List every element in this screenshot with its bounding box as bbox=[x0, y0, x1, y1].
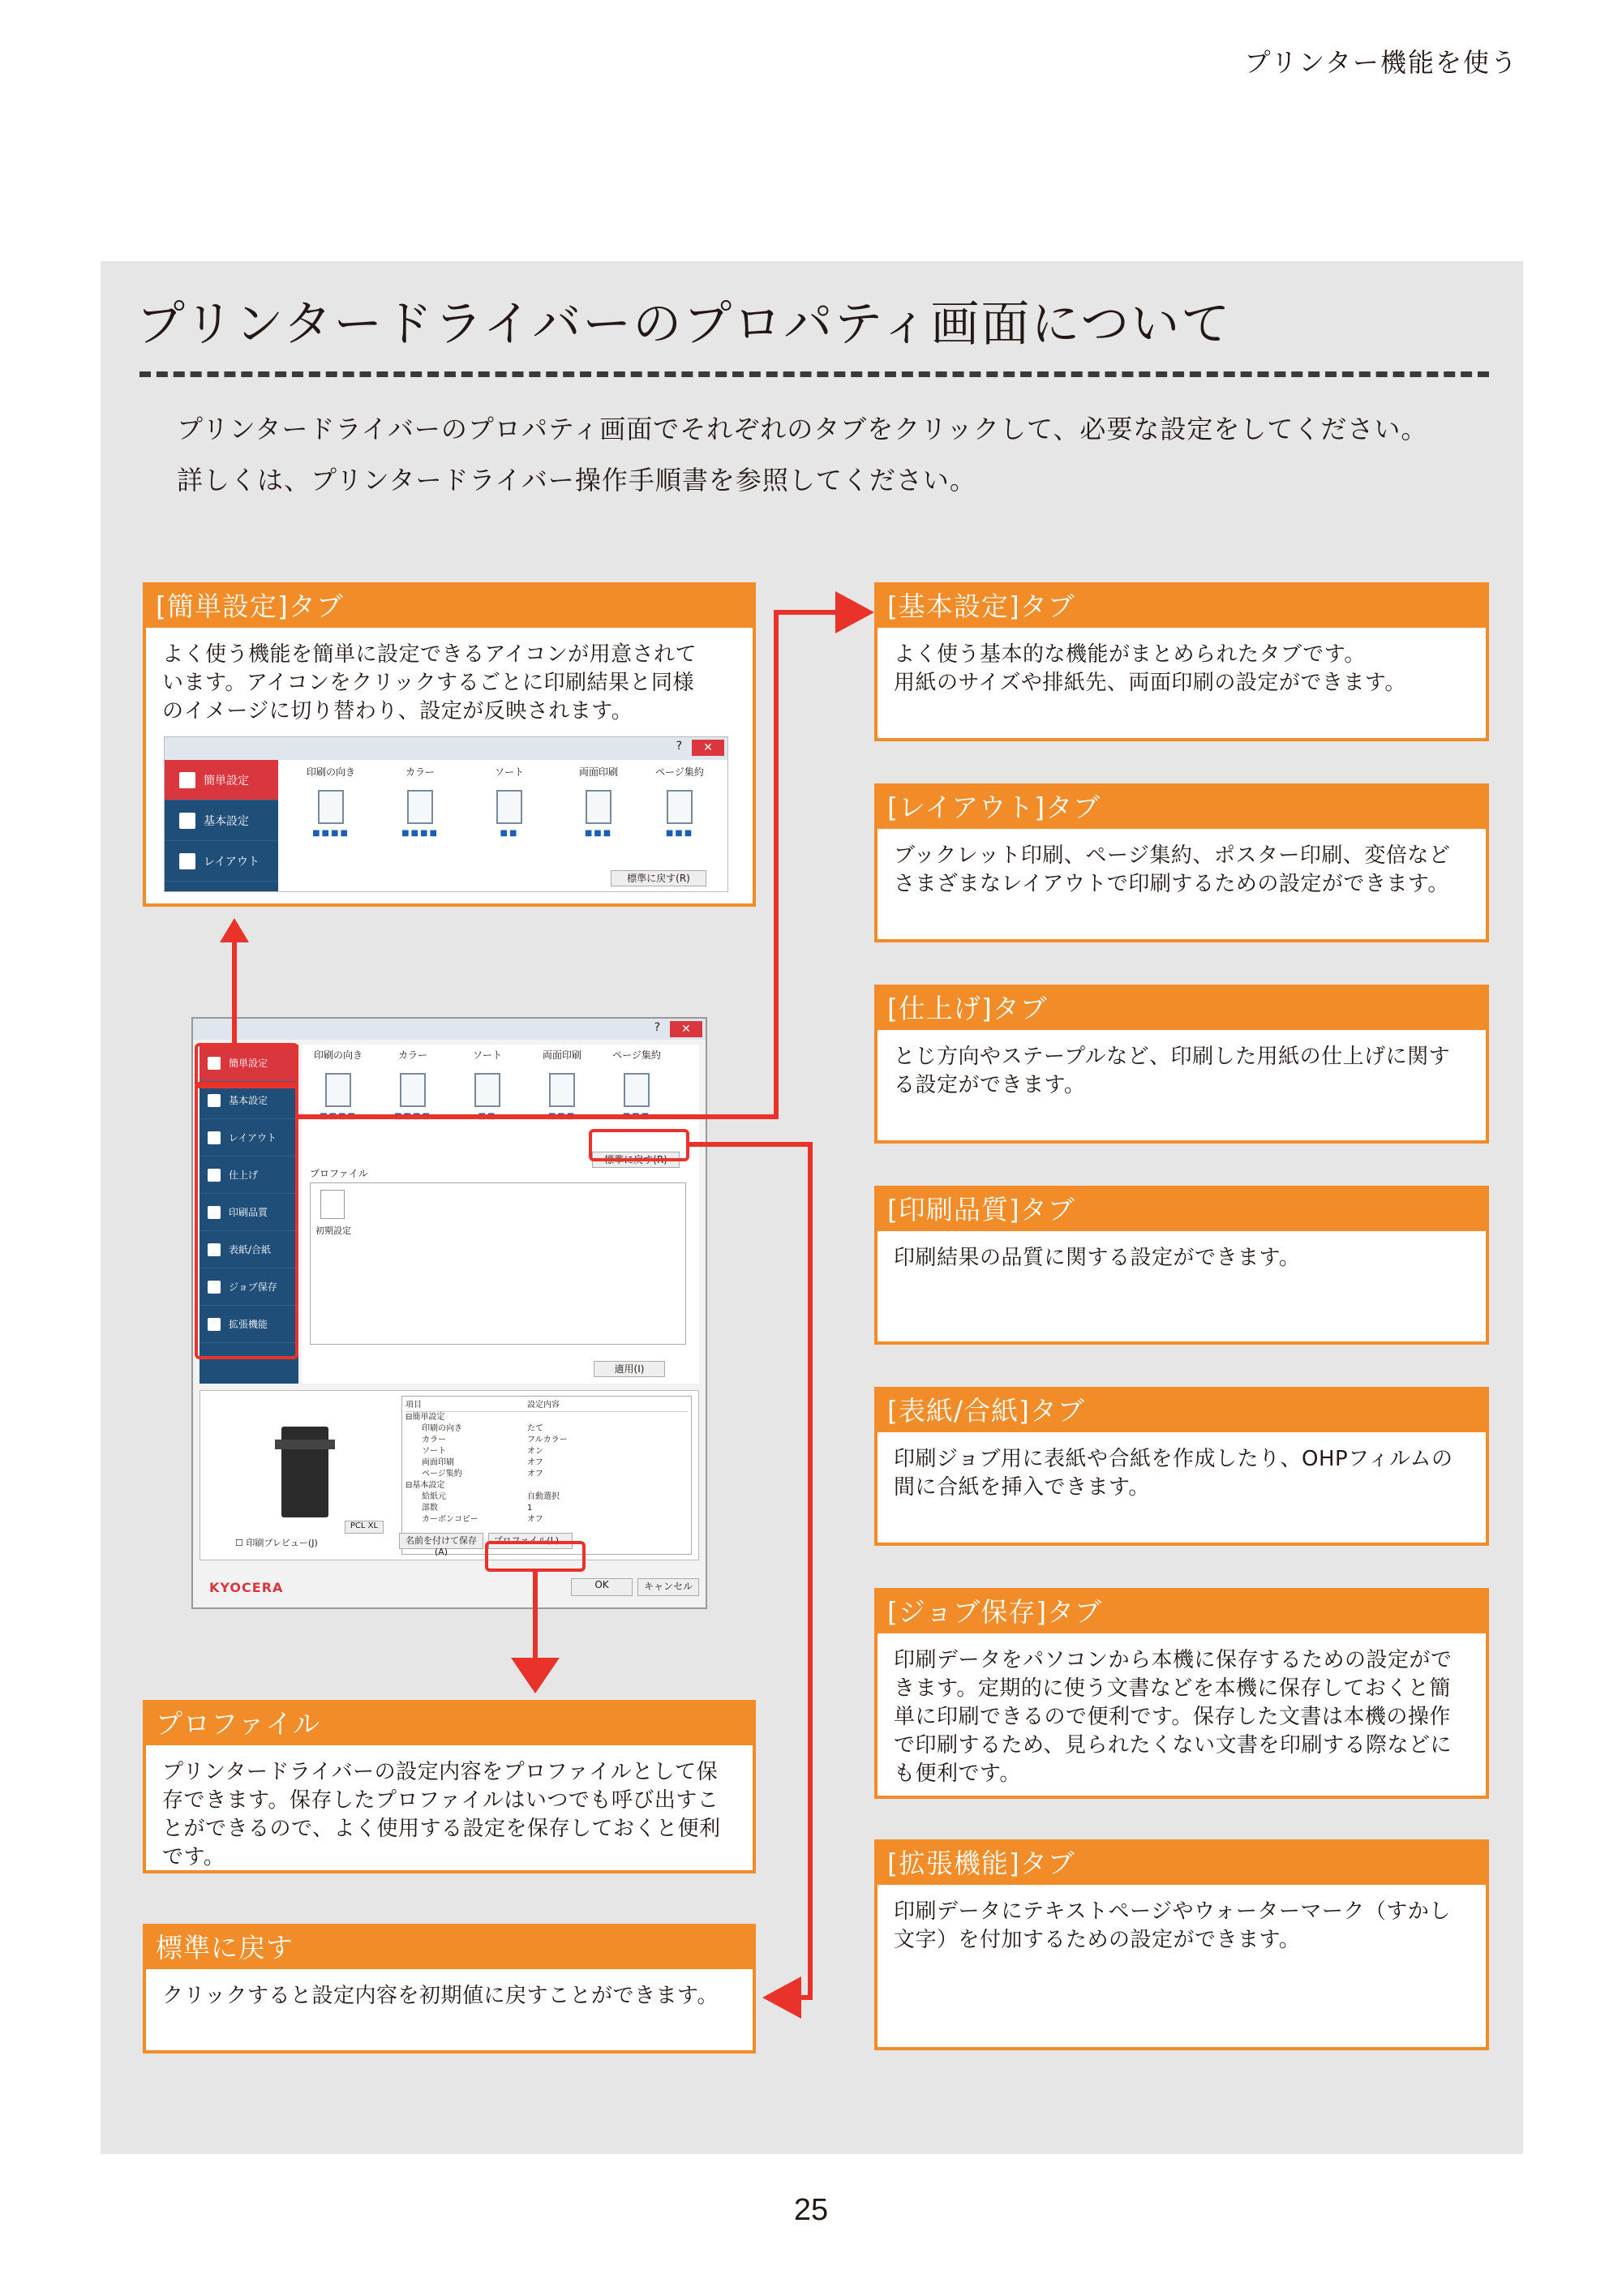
box-line: 存できます。保存したプロファイルはいつでも呼び出すこ bbox=[162, 1788, 719, 1813]
box-line: 文字）を付加するための設定ができます。 bbox=[894, 1928, 1301, 1952]
option-color[interactable]: カラー bbox=[376, 1048, 449, 1121]
tab-sidebar bbox=[165, 760, 278, 891]
other-tabs-highlight bbox=[195, 1082, 298, 1359]
list-item[interactable]: ページ集約 オフ bbox=[422, 1470, 543, 1478]
connector-line bbox=[774, 610, 839, 615]
reset-box bbox=[143, 1924, 756, 2054]
close-icon[interactable]: ✕ bbox=[692, 740, 724, 756]
box-line: る設定ができます。 bbox=[894, 1073, 1086, 1097]
box-heading: [基本設定]タブ bbox=[878, 586, 1486, 628]
preview-checkbox[interactable]: ☐ 印刷プレビュー(J) bbox=[235, 1538, 318, 1548]
list-item[interactable]: ⊟基本設定 bbox=[406, 1481, 445, 1490]
tab-content bbox=[302, 1045, 699, 1384]
box-body bbox=[878, 829, 1486, 899]
box-heading: [表紙/合紙]タブ bbox=[878, 1390, 1486, 1432]
box-heading: [ジョブ保存]タブ bbox=[878, 1591, 1486, 1633]
list-header: 項目 設定内容 bbox=[406, 1400, 688, 1412]
box-line: 単に印刷できるので便利です。保存した文書は本機の操作 bbox=[894, 1705, 1451, 1729]
reset-button[interactable]: 標準に戻す(R) bbox=[611, 870, 706, 886]
page-title: プリンタードライバーのプロパティ画面について bbox=[136, 296, 1232, 353]
list-item[interactable]: カラー フルカラー bbox=[422, 1436, 568, 1444]
orientation-icon bbox=[318, 790, 344, 824]
apply-button[interactable]: 適用(I) bbox=[594, 1361, 665, 1377]
ok-button[interactable]: OK bbox=[571, 1578, 633, 1596]
pcl-badge: PCL XL bbox=[345, 1521, 384, 1534]
box-body bbox=[146, 1745, 753, 1872]
help-icon[interactable]: ? bbox=[654, 1021, 660, 1034]
box-heading: [印刷品質]タブ bbox=[878, 1189, 1486, 1231]
tab-finishing[interactable]: 仕上げ bbox=[200, 1157, 298, 1194]
box-line: で印刷するため、見られたくない文書を印刷する際などに bbox=[894, 1733, 1452, 1757]
list-item[interactable]: 部数 1 bbox=[422, 1504, 533, 1513]
simple-tab-screenshot bbox=[164, 736, 728, 892]
box-line: とができるので、よく使用する設定を保存しておくと便利 bbox=[162, 1817, 721, 1841]
tab-description-box bbox=[874, 1186, 1489, 1345]
cancel-button[interactable]: キャンセル bbox=[637, 1578, 699, 1596]
profile-list[interactable] bbox=[310, 1182, 686, 1345]
nup-icon bbox=[667, 790, 693, 824]
nup-icon bbox=[624, 1073, 650, 1107]
option-sort[interactable]: ソート ■■ bbox=[494, 766, 524, 838]
tab-description-box bbox=[874, 1588, 1489, 1799]
box-line: 間に合紙を挿入できます。 bbox=[894, 1475, 1150, 1500]
reset-highlight bbox=[589, 1129, 689, 1161]
connector-line bbox=[800, 1995, 813, 2000]
box-body bbox=[878, 1432, 1486, 1502]
kyocera-logo: KYOCERA bbox=[209, 1580, 284, 1595]
box-line: とじ方向やステープルなど、印刷した用紙の仕上げに関す bbox=[894, 1045, 1451, 1069]
tab-job-storage[interactable]: ジョブ保存 bbox=[200, 1268, 298, 1306]
printer-image bbox=[281, 1427, 328, 1517]
tab-simple[interactable]: 簡単設定 bbox=[200, 1045, 298, 1082]
box-body bbox=[878, 1231, 1486, 1272]
tab-layout[interactable]: レイアウト bbox=[165, 841, 278, 882]
box-heading: [レイアウト]タブ bbox=[878, 787, 1486, 829]
duplex-icon bbox=[549, 1073, 575, 1107]
connector-line bbox=[533, 1570, 538, 1661]
connector-line bbox=[808, 1142, 813, 2000]
connector-line bbox=[688, 1142, 813, 1147]
box-heading: プロファイル bbox=[146, 1703, 753, 1745]
box-line: プリンタードライバーの設定内容をプロファイルとして保 bbox=[162, 1760, 719, 1784]
section-header: プリンター機能を使う bbox=[1244, 47, 1518, 78]
list-item[interactable]: ソート オン bbox=[422, 1447, 543, 1456]
profile-button[interactable]: プロファイル(L)... bbox=[488, 1533, 573, 1549]
box-line: さまざまなレイアウトで印刷するための設定ができます。 bbox=[894, 872, 1449, 896]
option-orientation[interactable]: 印刷の向き ■■■■ bbox=[306, 766, 355, 838]
box-line: も便利です。 bbox=[894, 1762, 1021, 1786]
color-icon bbox=[407, 790, 433, 824]
help-icon[interactable]: ? bbox=[676, 740, 682, 753]
settings-list[interactable] bbox=[401, 1396, 692, 1555]
box-line: のイメージに切り替わり、設定が反映されます。 bbox=[162, 699, 633, 723]
tab-description-box bbox=[874, 783, 1489, 942]
profile-box bbox=[143, 1700, 756, 1873]
grid-icon bbox=[179, 853, 195, 869]
dialog-footer bbox=[200, 1535, 699, 1604]
box-heading: [拡張機能]タブ bbox=[878, 1843, 1486, 1885]
title-divider bbox=[139, 371, 1489, 377]
box-heading: [仕上げ]タブ bbox=[878, 988, 1486, 1030]
list-item[interactable]: 印刷の向き たて bbox=[422, 1424, 543, 1433]
title-bar bbox=[165, 737, 727, 760]
box-line: 印刷ジョブ用に表紙や合紙を作成したり、OHPフィルムの bbox=[894, 1447, 1453, 1471]
timer-icon bbox=[179, 772, 195, 788]
tab-basic[interactable]: 基本設定 bbox=[200, 1082, 298, 1119]
tab-quality[interactable]: 印刷品質 bbox=[200, 1194, 298, 1231]
option-duplex[interactable]: 両面印刷 bbox=[526, 1048, 599, 1121]
intro-line: 詳しくは、プリンタードライバー操作手順書を参照してください。 bbox=[177, 465, 976, 496]
tab-description-box bbox=[874, 582, 1489, 741]
box-line: ブックレット印刷、ページ集約、ポスター印刷、変倍など bbox=[894, 843, 1451, 868]
orientation-icon bbox=[325, 1073, 351, 1107]
list-item[interactable]: 給紙元 自動選択 bbox=[422, 1492, 560, 1501]
box-line: 印刷結果の品質に関する設定ができます。 bbox=[894, 1246, 1301, 1270]
arrow-right-icon bbox=[835, 591, 874, 633]
tab-layout[interactable]: レイアウト bbox=[200, 1119, 298, 1157]
box-line: 印刷データをパソコンから本機に保存するための設定がで bbox=[894, 1648, 1453, 1672]
color-icon bbox=[400, 1073, 426, 1107]
profile-document-icon bbox=[320, 1190, 345, 1219]
box-body bbox=[878, 1030, 1486, 1100]
duplex-icon bbox=[586, 790, 611, 824]
connector-line bbox=[297, 1114, 777, 1119]
box-line: います。アイコンをクリックするごとに印刷結果と同様 bbox=[162, 671, 695, 695]
box-line: よく使う基本的な機能がまとめられたタブです。 bbox=[894, 642, 1366, 667]
page-number: 25 bbox=[793, 2193, 829, 2227]
list-item[interactable]: ⊟簡単設定 bbox=[406, 1413, 445, 1422]
box-body bbox=[878, 628, 1486, 697]
list-item[interactable]: 両面印刷 オフ bbox=[422, 1458, 543, 1467]
tab-description-box bbox=[874, 1839, 1489, 2050]
box-body bbox=[146, 628, 753, 726]
arrow-down-icon bbox=[511, 1658, 560, 1693]
box-line: クリックすると設定内容を初期値に戻すことができます。 bbox=[162, 1984, 719, 2008]
tab-advanced[interactable]: 拡張機能 bbox=[200, 1306, 298, 1343]
arrow-up-icon bbox=[220, 918, 249, 942]
save-as-button[interactable]: 名前を付けて保存(A) bbox=[399, 1533, 483, 1549]
box-body bbox=[878, 1885, 1486, 1955]
intro-line: プリンタードライバーのプロパティ画面でそれぞれのタブをクリックして、必要な設定をしてください。 bbox=[177, 414, 1428, 444]
option-orientation[interactable]: 印刷の向き bbox=[302, 1048, 375, 1121]
connector-line bbox=[774, 613, 779, 1119]
box-heading: [簡単設定]タブ bbox=[146, 586, 753, 628]
box-heading: 標準に戻す bbox=[146, 1927, 753, 1969]
profile-item[interactable]: 初期設定 bbox=[315, 1225, 351, 1236]
intro-text bbox=[177, 404, 1427, 506]
box-line: 印刷データにテキストページやウォーターマーク（すかし bbox=[894, 1899, 1451, 1924]
box-body bbox=[146, 1969, 753, 2011]
arrow-left-icon bbox=[762, 1976, 801, 2019]
reset-button[interactable]: 標準に戻す(R) bbox=[592, 1152, 680, 1168]
box-line: 用紙のサイズや排紙先、両面印刷の設定ができます。 bbox=[894, 671, 1406, 695]
profile-button-highlight bbox=[485, 1541, 586, 1572]
tab-description-box bbox=[874, 985, 1489, 1144]
box-line: です。 bbox=[162, 1845, 225, 1869]
tab-description-box bbox=[874, 1387, 1489, 1546]
option-nup[interactable]: ページ集約 bbox=[600, 1048, 673, 1121]
list-item[interactable]: カーボンコピー オフ bbox=[422, 1515, 543, 1524]
option-sort[interactable]: ソート bbox=[451, 1048, 524, 1121]
sort-icon bbox=[496, 790, 522, 824]
sort-icon bbox=[474, 1073, 500, 1107]
close-icon[interactable]: ✕ bbox=[670, 1021, 702, 1037]
box-line: よく使う機能を簡単に設定できるアイコンが用意されて bbox=[162, 642, 697, 667]
tab-basic[interactable]: 基本設定 bbox=[165, 800, 278, 841]
option-color[interactable]: カラー ■■■■ bbox=[401, 766, 439, 838]
title-bar bbox=[193, 1019, 706, 1040]
tab-cover[interactable]: 表紙/合紙 bbox=[200, 1231, 298, 1268]
tab-simple[interactable]: 簡単設定 bbox=[165, 760, 278, 800]
option-duplex[interactable]: 両面印刷 ■■■ bbox=[578, 766, 618, 838]
box-line: きます。定期的に使う文書などを本機に保存しておくと簡 bbox=[894, 1676, 1451, 1701]
connector-line bbox=[232, 941, 237, 1045]
page-icon bbox=[179, 813, 195, 829]
profile-label: プロファイル bbox=[310, 1168, 368, 1179]
box-body bbox=[878, 1633, 1486, 1788]
option-nup[interactable]: ページ集約 ■■■ bbox=[655, 766, 704, 838]
